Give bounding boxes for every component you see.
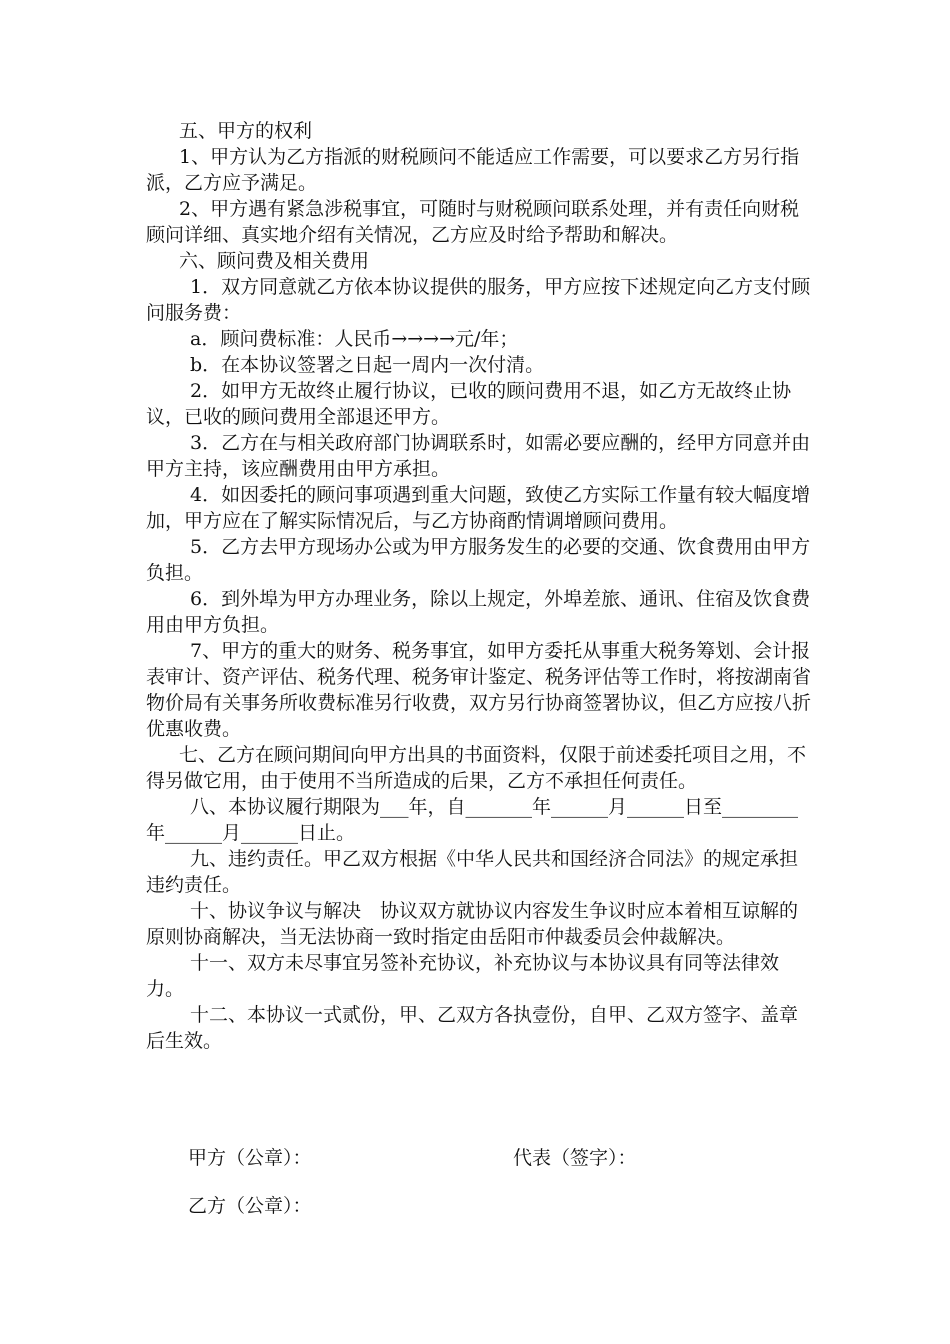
- section-6-item-2: 2．如甲方无故终止履行协议，已收的顾问费用不退，如乙方无故终止协议，已收的顾问费用全部退还甲方。: [146, 380, 792, 428]
- section-6-item-1a: a．顾问费标准：人民币→→→→元/年；: [190, 328, 519, 350]
- section-5-item-1: 1、甲方认为乙方指派的财税顾问不能适应工作需要，可以要求乙方另行指派，乙方应予满足。: [146, 146, 800, 194]
- section-6-item-1: 1．双方同意就乙方依本协议提供的服务，甲方应按下述规定向乙方支付顾问服务费：: [146, 276, 811, 324]
- section-8: 八、本协议履行期限为___年，自_______年______月______日至________年______月______日止。: [146, 796, 799, 844]
- representative-signature-label: 代表（签字）：: [513, 1147, 637, 1169]
- section-11: 十一、双方未尽事宜另签补充协议，补充协议与本协议具有同等法律效力。: [146, 952, 780, 1000]
- section-6-heading: 六、顾问费及相关费用: [179, 250, 370, 272]
- section-6-item-4: 4．如因委托的顾问事项遇到重大问题，致使乙方实际工作量有较大幅度增加，甲方应在了解实际情况后，与乙方协商酌情调增顾问费用。: [146, 484, 811, 532]
- party-b-seal-label: 乙方（公章）：: [188, 1195, 312, 1217]
- section-5-item-2: 2、甲方遇有紧急涉税事宜，可随时与财税顾问联系处理，并有责任向财税顾问详细、真实地介绍有关情况，乙方应及时给予帮助和解决。: [146, 198, 800, 246]
- section-7: 七、乙方在顾问期间向甲方出具的书面资料，仅限于前述委托项目之用，不得另做它用，由于使用不当所造成的后果，乙方不承担任何责任。: [146, 744, 807, 792]
- section-10: 十、协议争议与解决 协议双方就协议内容发生争议时应本着相互谅解的原则协商解决，当无法协商一致时指定由岳阳市仲裁委员会仲裁解决。: [146, 900, 799, 948]
- document-body: [146, 118, 814, 1054]
- party-a-seal-label: 甲方（公章）：: [188, 1147, 312, 1169]
- section-12: 十二、本协议一式贰份，甲、乙双方各执壹份，自甲、乙双方签字、盖章后生效。: [146, 1004, 799, 1052]
- section-5-heading: 五、甲方的权利: [179, 120, 313, 142]
- section-6-item-7: 7、甲方的重大的财务、税务事宜，如甲方委托从事重大税务筹划、会计报表审计、资产评估、税务代理、税务审计鉴定、税务评估等工作时，将按湖南省物价局有关事务所收费标准另行收费，双方另行协商签署协议，但乙方应按八折优惠收费。: [146, 640, 812, 740]
- section-6-item-3: 3．乙方在与相关政府部门协调联系时，如需必要应酬的，经甲方同意并由甲方主持，该应酬费用由甲方承担。: [146, 432, 811, 480]
- section-6-item-5: 5．乙方去甲方现场办公或为甲方服务发生的必要的交通、饮食费用由甲方负担。: [146, 536, 811, 584]
- section-6-item-6: 6．到外埠为甲方办理业务，除以上规定，外埠差旅、通讯、住宿及饮食费用由甲方负担。: [146, 588, 811, 636]
- section-6-item-1b: b．在本协议签署之日起一周内一次付清。: [190, 354, 545, 376]
- section-9: 九、违约责任。甲乙双方根据《中华人民共和国经济合同法》的规定承担违约责任。: [146, 848, 799, 896]
